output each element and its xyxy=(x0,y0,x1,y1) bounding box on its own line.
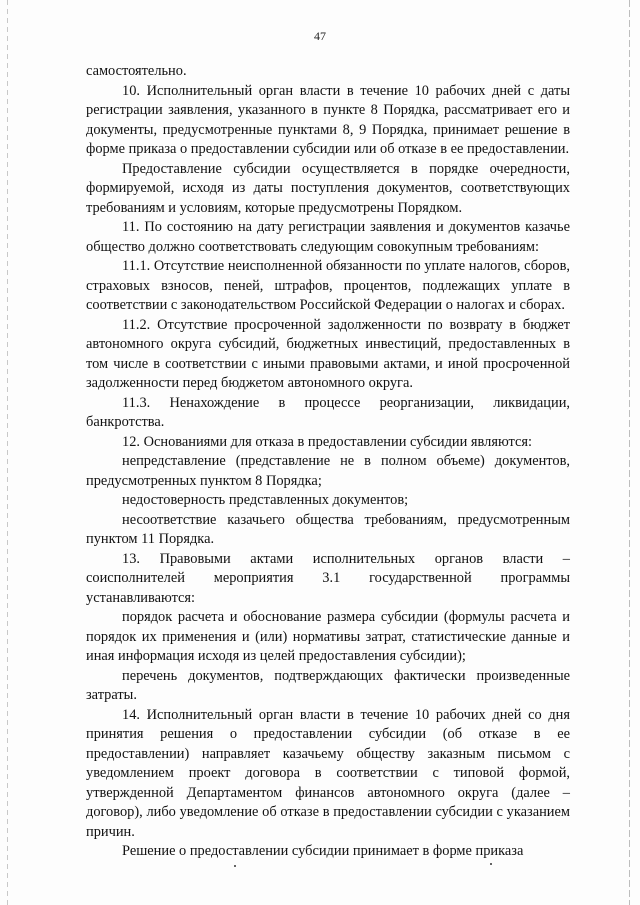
paragraph-p12a: непредставление (представление не в полном объеме) документов, предусмотренных пунктом 8 Порядка; xyxy=(86,453,570,489)
paragraph-p11-2: 11.2. Отсутствие просроченной задолженности по возврату в бюджет автономного округа субсидий, бюджетных инвестиций, предоставленных в том числе в соответствии с иными правовыми актами, и иной просроченной задолженности перед бюджетом автономного округа. xyxy=(86,316,570,391)
document-body xyxy=(86,62,570,862)
paragraph-p11-1: 11.1. Отсутствие неисполненной обязанности по уплате налогов, сборов, страховых взносов, пеней, штрафов, процентов, подлежащих уплате в соответствии с законодательством Российской Федерации о налогах и сборах. xyxy=(86,258,570,313)
paragraph-p13a: порядок расчета и обоснование размера субсидии (формулы расчета и порядок их применения и (или) нормативы затрат, статистические данные и иная информация исходя из целей предоставления субсидии); xyxy=(86,609,570,664)
paragraph-p-cont: самостоятельно. xyxy=(86,63,187,79)
paragraph-p11-3: 11.3. Ненахождение в процессе реорганизации, ликвидации, банкротства. xyxy=(86,394,570,430)
paragraph-p12: 12. Основаниями для отказа в предоставлении субсидии являются: xyxy=(122,433,532,450)
paragraph-p12c: несоответствие казачьего общества требованиям, предусмотренным пунктом 11 Порядка. xyxy=(86,511,570,547)
paragraph-p10b: Предоставление субсидии осуществляется в порядке очередности, формируемой, исходя из даты поступления документов, соответствующих требованиям и условиям, которые предусмотрены Порядком. xyxy=(86,160,570,216)
scan-speck xyxy=(234,865,236,867)
paragraph-p13: 13. Правовыми актами исполнительных органов власти – соисполнителей мероприятия 3.1 государственной программы устанавливаются: xyxy=(86,550,570,606)
scan-edge-left xyxy=(7,0,8,905)
scan-edge-right xyxy=(629,0,630,905)
paragraph-p14: 14. Исполнительный орган власти в течение 10 рабочих дней со дня принятия решения о предоставлении субсидии (об отказе в ее предоставлении) направляет казачьему обществу заказным письмом с уведомлением проект договора в соответствии с типовой формой, утвержденной Департаментом финансов автономного округа (далее – договор), либо уведомление об отказе в предоставлении субсидии с указанием причин. xyxy=(86,706,570,840)
paragraph-p14b: Решение о предоставлении субсидии принимает в форме приказа xyxy=(122,843,524,859)
paragraph-p11: 11. По состоянию на дату регистрации заявления и документов казачье общество должно соответствовать следующим совокупным требованиям: xyxy=(86,219,570,255)
paragraph-p13b: перечень документов, подтверждающих фактически произведенные затраты. xyxy=(86,667,570,703)
paragraph-p12b: недостоверность представленных документов; xyxy=(122,492,409,508)
scan-speck xyxy=(490,863,492,865)
page-number: 47 xyxy=(314,29,326,43)
paragraph-p10: 10. Исполнительный орган власти в течение 10 рабочих дней с даты регистрации заявления, указанного в пункте 8 Порядка, рассматривает его и документы, предусмотренные пунктами 8, 9 Порядка, принимает решение в форме приказа о предоставлении субсидии или об отказе в ее предоставлении. xyxy=(86,82,570,157)
